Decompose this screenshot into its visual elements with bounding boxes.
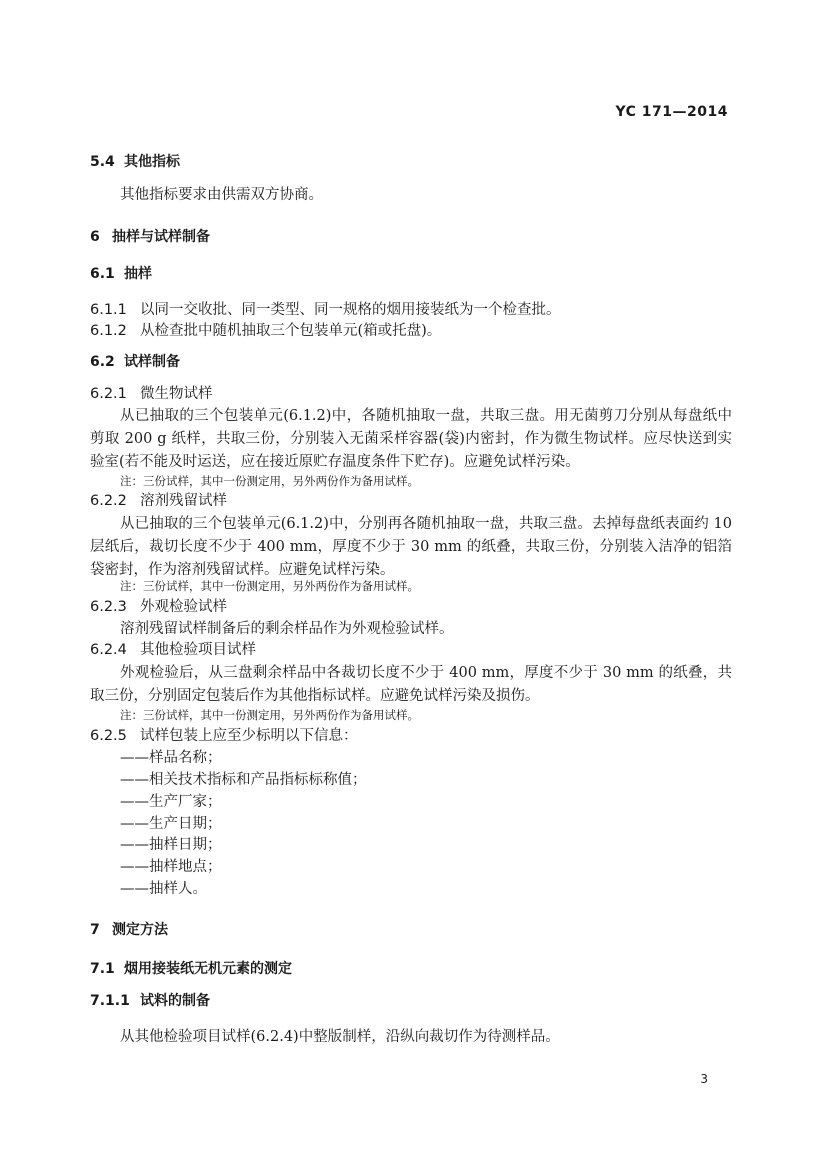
clause-title: 外观检验试样 bbox=[140, 599, 227, 615]
clause-number: 6.1.2 bbox=[90, 323, 127, 339]
paragraph-6-2-1: 从已抽取的三个包装单元(6.1.2)中，各随机抽取一盘，共取三盘。用无菌剪刀分别从每盘纸中剪取 200 g 纸样，共取三份，分别装入无菌采样容器(袋)内密封，作为微生物试样。应尽快送到实验室(若不能及时运送，应在接近原贮存温度条件下贮存)。应避免试样污染。 bbox=[90, 408, 732, 470]
heading-7 bbox=[90, 920, 732, 940]
section-title: 测定方法 bbox=[112, 922, 168, 938]
section-title: 抽样与试样制备 bbox=[112, 229, 210, 245]
clause-6-1-2 bbox=[90, 321, 732, 341]
heading-6-1 bbox=[90, 264, 732, 284]
clause-6-1-1 bbox=[90, 300, 732, 320]
section-title: 其他指标 bbox=[124, 154, 180, 170]
clause-6-2-5 bbox=[90, 726, 732, 746]
paragraph-6-2-2: 从已抽取的三个包装单元(6.1.2)中，分别再各随机抽取一盘，共取三盘。去掉每盘纸表面约 10 层纸后，裁切长度不少于 400 mm，厚度不少于 30 mm 的纸叠，共取三份，分别装入洁净的铝箔袋密封，作为溶剂残留试样。应避免试样污染。 bbox=[90, 516, 732, 578]
clause-6-2-3-heading bbox=[90, 597, 732, 617]
clause-title: 其他检验项目试样 bbox=[140, 642, 256, 658]
paragraph-7-1-1: 从其他检验项目试样(6.2.4)中整版制样，沿纵向裁切作为待测样品。 bbox=[120, 1029, 560, 1045]
section-number: 7.1 bbox=[90, 961, 115, 977]
list-item: ——抽样地点； bbox=[120, 859, 222, 875]
section-number: 7 bbox=[90, 922, 100, 938]
list-item: ——抽样日期； bbox=[120, 837, 222, 853]
clause-text: 从检查批中随机抽取三个包装单元(箱或托盘)。 bbox=[140, 323, 442, 339]
section-title: 试样制备 bbox=[124, 354, 180, 370]
section-title: 烟用接装纸无机元素的测定 bbox=[124, 961, 292, 977]
paragraph-6-2-3: 溶剂残留试样制备后的剩余样品作为外观检验试样。 bbox=[120, 621, 454, 637]
section-number: 6.1 bbox=[90, 266, 115, 282]
list-item: ——样品名称； bbox=[120, 750, 222, 766]
note-6-2-1: 注：三份试样，其中一份测定用，另外两份作为备用试样。 bbox=[120, 474, 419, 488]
clause-6-2-4-heading bbox=[90, 640, 732, 660]
clause-title: 试料的制备 bbox=[140, 993, 210, 1009]
list-item: ——生产日期； bbox=[120, 816, 222, 832]
note-6-2-4: 注：三份试样，其中一份测定用，另外两份作为备用试样。 bbox=[120, 708, 419, 722]
list-item: ——相关技术指标和产品指标标称值； bbox=[120, 772, 367, 788]
clause-number: 7.1.1 bbox=[90, 993, 130, 1009]
standard-code: YC 171—2014 bbox=[615, 104, 728, 120]
clause-number: 6.2.1 bbox=[90, 386, 127, 402]
clause-number: 6.1.1 bbox=[90, 302, 127, 318]
section-number: 6.2 bbox=[90, 354, 115, 370]
clause-text: 以同一交收批、同一类型、同一规格的烟用接装纸为一个检查批。 bbox=[140, 302, 561, 318]
note-6-2-2: 注：三份试样，其中一份测定用，另外两份作为备用试样。 bbox=[120, 579, 419, 593]
heading-5-4 bbox=[90, 152, 732, 172]
heading-7-1 bbox=[90, 959, 732, 979]
clause-6-2-1-heading bbox=[90, 384, 732, 404]
paragraph-5-4: 其他指标要求由供需双方协商。 bbox=[120, 187, 323, 203]
clause-text: 试样包装上应至少标明以下信息： bbox=[140, 728, 358, 744]
section-title: 抽样 bbox=[124, 266, 152, 282]
paragraph-6-2-4: 外观检验后，从三盘剩余样品中各裁切长度不少于 400 mm，厚度不少于 30 mm 的纸叠，共取三份，分别固定包装后作为其他指标试样。应避免试样污染及损伤。 bbox=[90, 665, 732, 704]
heading-6 bbox=[90, 227, 732, 247]
clause-title: 溶剂残留试样 bbox=[140, 493, 227, 509]
clause-number: 6.2.2 bbox=[90, 493, 127, 509]
clause-number: 6.2.5 bbox=[90, 728, 127, 744]
list-item: ——抽样人。 bbox=[120, 881, 207, 897]
list-item: ——生产厂家； bbox=[120, 794, 222, 810]
clause-number: 6.2.4 bbox=[90, 642, 127, 658]
clause-title: 微生物试样 bbox=[140, 386, 213, 402]
heading-6-2 bbox=[90, 352, 732, 372]
clause-number: 6.2.3 bbox=[90, 599, 127, 615]
section-number: 5.4 bbox=[90, 154, 115, 170]
section-number: 6 bbox=[90, 229, 100, 245]
page-number: 3 bbox=[700, 1072, 708, 1086]
clause-6-2-2-heading bbox=[90, 491, 732, 511]
heading-7-1-1 bbox=[90, 991, 732, 1011]
